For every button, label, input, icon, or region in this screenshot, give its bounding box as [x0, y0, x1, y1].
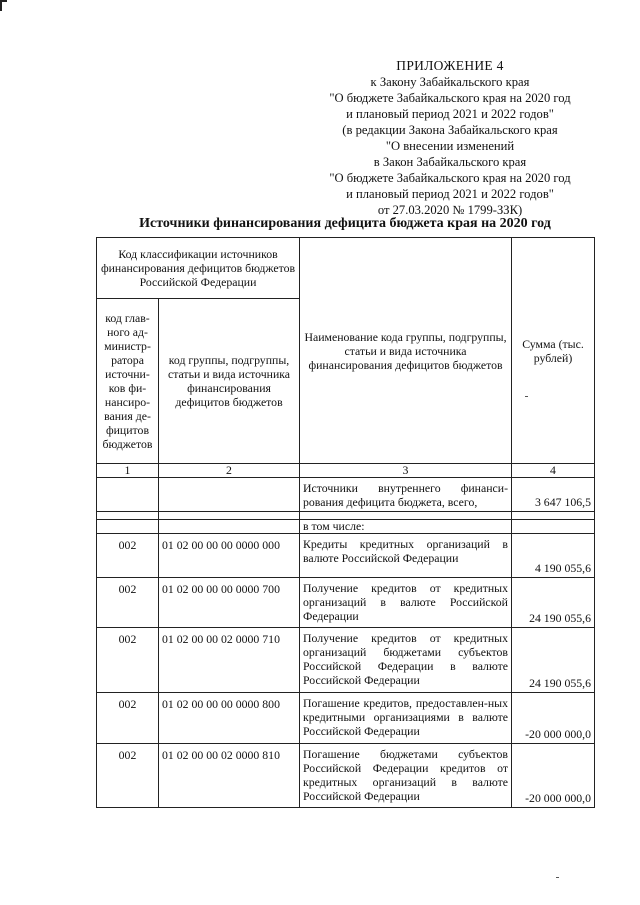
row-name: Кредиты кредитных организаций в валюте Российской Федерации [300, 534, 512, 578]
including-empty-cell [97, 520, 159, 534]
header-line-6: в Закон Забайкальского края [373, 155, 527, 169]
row-admin-code: 002 [97, 578, 159, 628]
row-name: Получение кредитов от кредитных организаций в валюте Российской Федерации [300, 578, 512, 628]
row-name: Погашение бюджетами субъектов Российской Федерации кредитов от кредитных организаций в валюте Российской Федерации [300, 744, 512, 808]
column-number-3: 3 [300, 464, 512, 478]
row-admin-code: 002 [97, 693, 159, 744]
row-admin-code: 002 [97, 744, 159, 808]
document-title: Источники финансирования дефицита бюджета края на 2020 год [139, 216, 551, 231]
spacer-cell [97, 512, 159, 520]
scan-corner-mark [0, 0, 7, 11]
row-sum: 4 190 055,6 [512, 534, 595, 578]
row-source-code: 01 02 00 00 02 0000 810 [159, 744, 300, 808]
table-row [97, 744, 595, 808]
scan-speck [556, 877, 559, 878]
funding-sources-table [96, 237, 595, 808]
appendix-number: ПРИЛОЖЕНИЕ 4 [396, 58, 504, 73]
header-line-7: "О бюджете Забайкальского края на 2020 год [329, 171, 571, 185]
row-sum: -20 000 000,0 [512, 693, 595, 744]
source-code-column-header: код группы, подгруппы, статьи и вида источника финансирования дефицитов бюджетов [159, 299, 300, 464]
column-number-4: 4 [512, 464, 595, 478]
total-row [97, 478, 595, 512]
row-source-code: 01 02 00 00 00 0000 700 [159, 578, 300, 628]
total-code-cell [159, 478, 300, 512]
table-row [97, 578, 595, 628]
column-number-2: 2 [159, 464, 300, 478]
column-number-1: 1 [97, 464, 159, 478]
table-row [97, 693, 595, 744]
appendix-header [300, 58, 600, 218]
row-sum: 24 190 055,6 [512, 628, 595, 693]
header-line-5: "О внесении изменений [385, 139, 515, 153]
header-line-8: и плановый период 2021 и 2022 годов" [346, 187, 554, 201]
including-row [97, 520, 595, 534]
column-number-row [97, 464, 595, 478]
row-admin-code: 002 [97, 628, 159, 693]
scan-speck [525, 396, 528, 397]
classification-group-header: Код классификации источников финансирования дефицитов бюджетов Российской Федерации [97, 238, 300, 299]
table-row [97, 534, 595, 578]
admin-code-column-header: код глав-ного ад-министр-ратора источни-ков фи-нансиро-вания де-фицитов бюджетов [97, 299, 159, 464]
row-sum: -20 000 000,0 [512, 744, 595, 808]
spacer-cell [159, 512, 300, 520]
row-source-code: 01 02 00 00 00 0000 800 [159, 693, 300, 744]
row-sum: 24 190 055,6 [512, 578, 595, 628]
header-line-3: и плановый период 2021 и 2022 годов" [346, 107, 554, 121]
header-line-1: к Закону Забайкальского края [370, 75, 530, 89]
header-line-2: "О бюджете Забайкальского края на 2020 год [329, 91, 571, 105]
row-source-code: 01 02 00 00 02 0000 710 [159, 628, 300, 693]
row-name: Получение кредитов от кредитных организаций бюджетами субъектов Российской Федерации в валюте Российской Федерации [300, 628, 512, 693]
total-sum: 3 647 106,5 [512, 478, 595, 512]
header-line-9: от 27.03.2020 № 1799-ЗЗК) [377, 203, 523, 217]
row-name: Погашение кредитов, предоставлен-ных кредитными организациями в валюте Российской Федерации [300, 693, 512, 744]
row-admin-code: 002 [97, 534, 159, 578]
including-label: в том числе: [300, 520, 512, 534]
including-empty-cell [159, 520, 300, 534]
name-column-header: Наименование кода группы, подгруппы, статьи и вида источника финансирования дефицитов бюджетов [300, 238, 512, 464]
row-source-code: 01 02 00 00 00 0000 000 [159, 534, 300, 578]
total-name: Источники внутреннего финанси-рования дефицита бюджета, всего, [300, 478, 512, 512]
total-admin-cell [97, 478, 159, 512]
spacer-cell [512, 512, 595, 520]
including-empty-cell [512, 520, 595, 534]
table-row [97, 628, 595, 693]
sum-column-header: Сумма (тыс. рублей) [512, 238, 595, 464]
header-line-4: (в редакции Закона Забайкальского края [342, 123, 558, 137]
